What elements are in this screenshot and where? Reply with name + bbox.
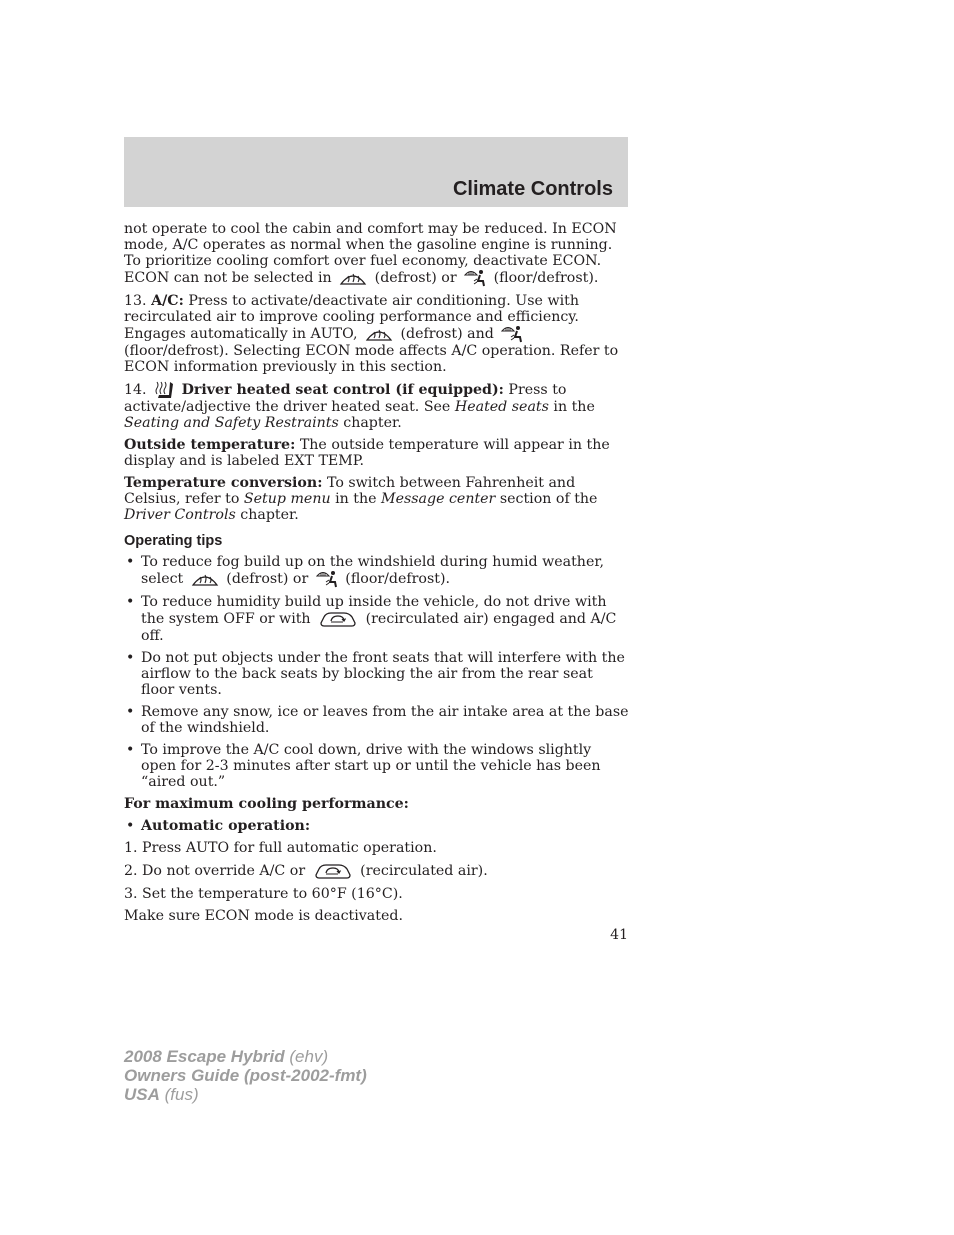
footer-guide: Owners Guide (post-2002-fmt) (124, 1066, 367, 1085)
temp-conversion-text-2: in the (335, 491, 377, 507)
list-item (124, 818, 629, 834)
seat-text-2: in the (553, 399, 595, 415)
document-footer (124, 1047, 367, 1104)
tip-2-text: To reduce humidity build up inside the vehicle, do not drive with the system OFF or with (141, 594, 607, 627)
temp-conversion-label: Temperature conversion: (124, 475, 323, 491)
footer-market: USA (124, 1085, 160, 1104)
footer-line-1 (124, 1047, 367, 1066)
ac-defrost-text: (defrost) and (400, 326, 494, 342)
temp-conversion-text-3: section of the (499, 491, 598, 507)
list-item (124, 704, 629, 736)
footer-market-code: (fus) (164, 1085, 199, 1104)
max-cooling-heading (124, 796, 629, 812)
page-number: 41 (610, 927, 628, 943)
temp-conversion-paragraph (124, 475, 629, 523)
outside-temp-label: Outside temperature: (124, 437, 296, 453)
seat-label: Driver heated seat control (if equipped): (181, 382, 504, 398)
operating-tips-heading: Operating tips (124, 533, 223, 549)
econ-note: Make sure ECON mode is deactivated. (124, 908, 403, 924)
seat-text-3: chapter. (343, 415, 402, 431)
ac-number: 13. (124, 293, 147, 309)
windshield-defrost-icon (365, 326, 393, 342)
intro-text: not operate to cool the cabin and comfort may be reduced. In ECON mode, A/C operates as normal when the gasoline engine is running. To prioritize cooling comfort over fuel economy, deactivate ECON. ECON can not be selected in (124, 221, 617, 286)
cooling-step-2 (124, 862, 629, 880)
temp-conversion-text: To switch between Fahrenheit and Celsius, refer to (124, 475, 576, 507)
outside-temp-text: The outside temperature will appear in the display and is labeled EXT TEMP. (124, 437, 610, 469)
page-content (124, 221, 629, 930)
ref-driver-controls: Driver Controls (124, 507, 236, 523)
seat-paragraph (124, 381, 629, 431)
intro-floor-text: (floor/defrost). (493, 270, 599, 286)
cooling-mode-list (124, 818, 629, 834)
footer-line-2 (124, 1066, 367, 1085)
list-item (124, 554, 629, 588)
ac-paragraph (124, 293, 629, 375)
tip-3-text: Do not put objects under the front seats that will interfere with the airflow to the back seats by blocking the air from the rear seat floor vents. (141, 650, 625, 698)
tip-1-text-3: (floor/defrost). (345, 571, 451, 587)
floor-defrost-icon (464, 269, 486, 287)
automatic-operation-label: Automatic operation: (141, 818, 311, 834)
temp-conversion-text-4: chapter. (240, 507, 299, 523)
recirculated-air-icon (313, 862, 353, 880)
intro-paragraph (124, 221, 629, 287)
floor-defrost-icon (501, 325, 523, 343)
max-cooling-heading-text: For maximum cooling performance: (124, 796, 409, 812)
tip-2-text-2: (recirculated air) engaged and A/C off. (141, 611, 617, 644)
recirculated-air-icon (318, 610, 358, 628)
intro-defrost-text: (defrost) or (374, 270, 457, 286)
heated-seat-icon (154, 381, 174, 399)
ref-message-center: Message center (381, 491, 496, 507)
floor-defrost-icon (316, 570, 338, 588)
list-item (124, 742, 629, 790)
ac-text: Press to activate/deactivate air conditioning. Use with recirculated air to improve cooling performance and efficiency. Engages automatically in AUTO, (124, 293, 579, 342)
cooling-step-3: 3. Set the temperature to 60°F (16°C). (124, 886, 403, 902)
tip-4-text: Remove any snow, ice or leaves from the air intake area at the base of the windshield. (141, 704, 629, 736)
seat-number: 14. (124, 382, 147, 398)
header-band (124, 137, 628, 207)
windshield-defrost-icon (339, 270, 367, 286)
outside-temp-paragraph (124, 437, 629, 469)
cooling-step-1: 1. Press AUTO for full automatic operation. (124, 840, 437, 856)
list-item (124, 594, 629, 644)
ac-text-2: (floor/defrost). Selecting ECON mode affects A/C operation. Refer to ECON information previously in this section. (124, 343, 619, 375)
tip-1-text-2: (defrost) or (226, 571, 309, 587)
seat-ref-heated-seats: Heated seats (454, 399, 549, 415)
tip-1-text: To reduce fog build up on the windshield during humid weather, select (141, 554, 605, 587)
section-title: Climate Controls (452, 178, 613, 200)
ac-label: A/C: (151, 293, 184, 309)
ref-setup-menu: Setup menu (243, 491, 331, 507)
tip-5-text: To improve the A/C cool down, drive with the windows slightly open for 2-3 minutes after start up or until the vehicle has been “aired out.” (141, 742, 601, 790)
footer-model-code: (ehv) (289, 1047, 329, 1066)
cooling-step-2-text: 2. Do not override A/C or (124, 863, 306, 879)
operating-tips-list (124, 554, 629, 790)
windshield-defrost-icon (191, 571, 219, 587)
footer-line-3 (124, 1085, 367, 1104)
list-item (124, 650, 629, 698)
cooling-step-2-text-2: (recirculated air). (360, 863, 488, 879)
footer-model: 2008 Escape Hybrid (124, 1047, 285, 1066)
seat-text: Press to activate/adjective the driver heated seat. See (124, 382, 567, 415)
seat-ref-chapter: Seating and Safety Restraints (124, 415, 339, 431)
